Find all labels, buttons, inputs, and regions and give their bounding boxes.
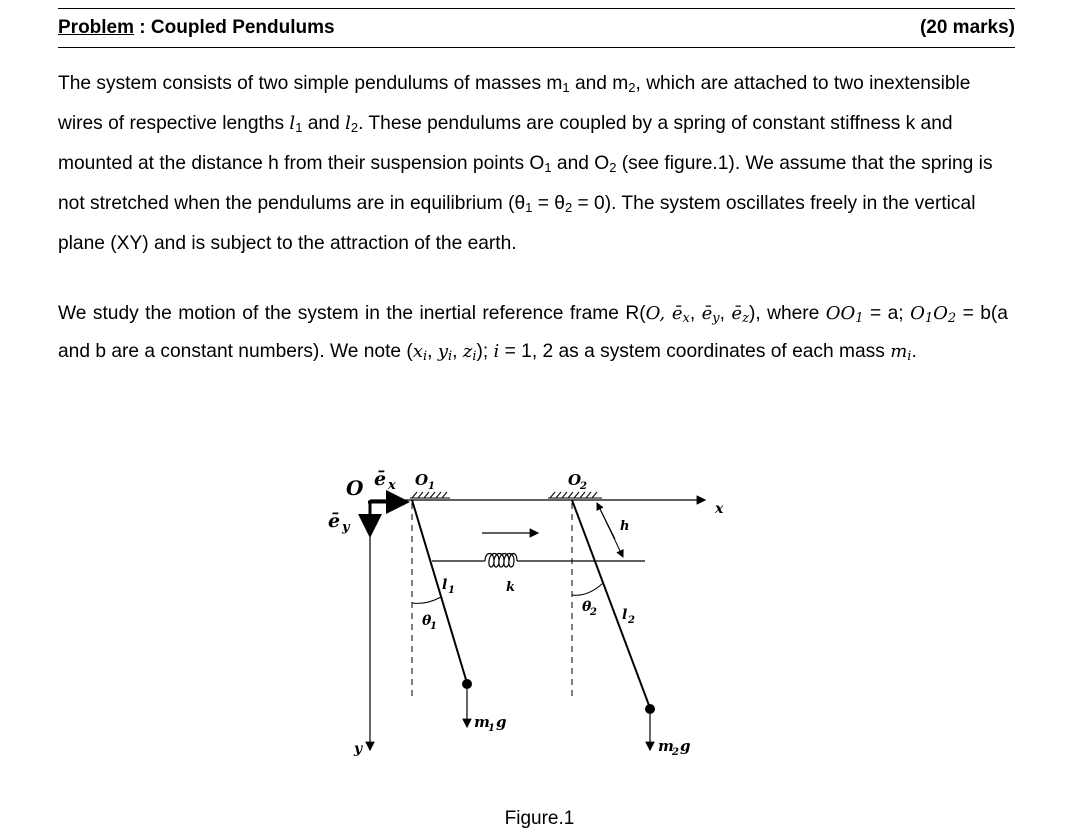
- pendulum-rod-1: [412, 500, 467, 683]
- problem-label: Problem: [58, 17, 135, 38]
- svg-text:y: y: [342, 520, 350, 535]
- mass-1: [462, 679, 472, 689]
- y-axis-label: y: [354, 741, 363, 757]
- svg-text:g: g: [680, 737, 691, 755]
- mass-2: [645, 704, 655, 714]
- x-axis-label: x: [715, 501, 724, 517]
- o2-label: O: [568, 471, 582, 489]
- o1-label: O: [415, 471, 429, 489]
- support-o2: [548, 492, 602, 498]
- problem-header: [58, 8, 1015, 48]
- spring: [432, 554, 645, 568]
- svg-text:1: 1: [488, 723, 495, 734]
- l2-label: l: [622, 607, 628, 623]
- weight-label-1: m: [474, 713, 490, 731]
- figure-caption: Figure.1: [504, 808, 575, 829]
- svg-text:1: 1: [448, 585, 455, 596]
- svg-text:2: 2: [628, 615, 635, 626]
- coupled-pendulums-figure: [310, 455, 740, 775]
- weight-label-2: m: [658, 737, 674, 755]
- svg-text:g: g: [496, 713, 507, 731]
- theta2-arc: [572, 583, 603, 595]
- h-label: h: [620, 519, 630, 534]
- theta1-arc: [412, 597, 441, 603]
- l1-label: l: [442, 577, 448, 593]
- support-o1: [410, 492, 450, 498]
- pendulum-diagram: [310, 455, 740, 775]
- svg-text:2: 2: [590, 607, 597, 618]
- svg-text:1: 1: [428, 481, 435, 492]
- ey-label: ē: [328, 510, 341, 532]
- ex-label: ē: [374, 468, 387, 490]
- problem-marks: (20 marks): [919, 17, 1015, 38]
- svg-text:2: 2: [672, 747, 679, 758]
- paragraph-system-description: The system consists of two simple pendulums of masses $m_1$ and $m_2$, which are attached to two inextensible wires of respective lengths $l_1$ and $l_2$. These pendulums are coupled by a spring of constant stiffness k and mounted at the distance h from their suspension points $O_1$ and $O_2$ (see figure.1). We assume that the spring is not stretched when the pendulums are in equilibrium $(\theta_1 = \theta_2 = 0)$. The system oscillates freely in the vertical plane (XY) and is subject to the attraction of the earth.: [58, 73, 993, 254]
- theta2-label: θ: [582, 599, 592, 615]
- problem-title: Problem : Coupled Pendulums: [58, 17, 335, 38]
- svg-text:x: x: [388, 478, 396, 493]
- svg-text:1: 1: [430, 621, 437, 632]
- theta1-label: θ: [422, 613, 432, 629]
- spring-constant-label: k: [506, 580, 516, 595]
- origin-label: O: [346, 476, 364, 500]
- svg-text:2: 2: [580, 481, 587, 492]
- paragraph-reference-frame: We study the motion of the system in the inertial reference frame R(O, $ē_x$, $ē_y$, $ē_z$), where $OO_1 = a$; $O_1O_2 = b(a$ and b are a constant numbers). We note ($x_i$, $y_i$, $z_i$); i = 1, 2 as a system coordinates of each mass $m_i$.: [58, 303, 1008, 364]
